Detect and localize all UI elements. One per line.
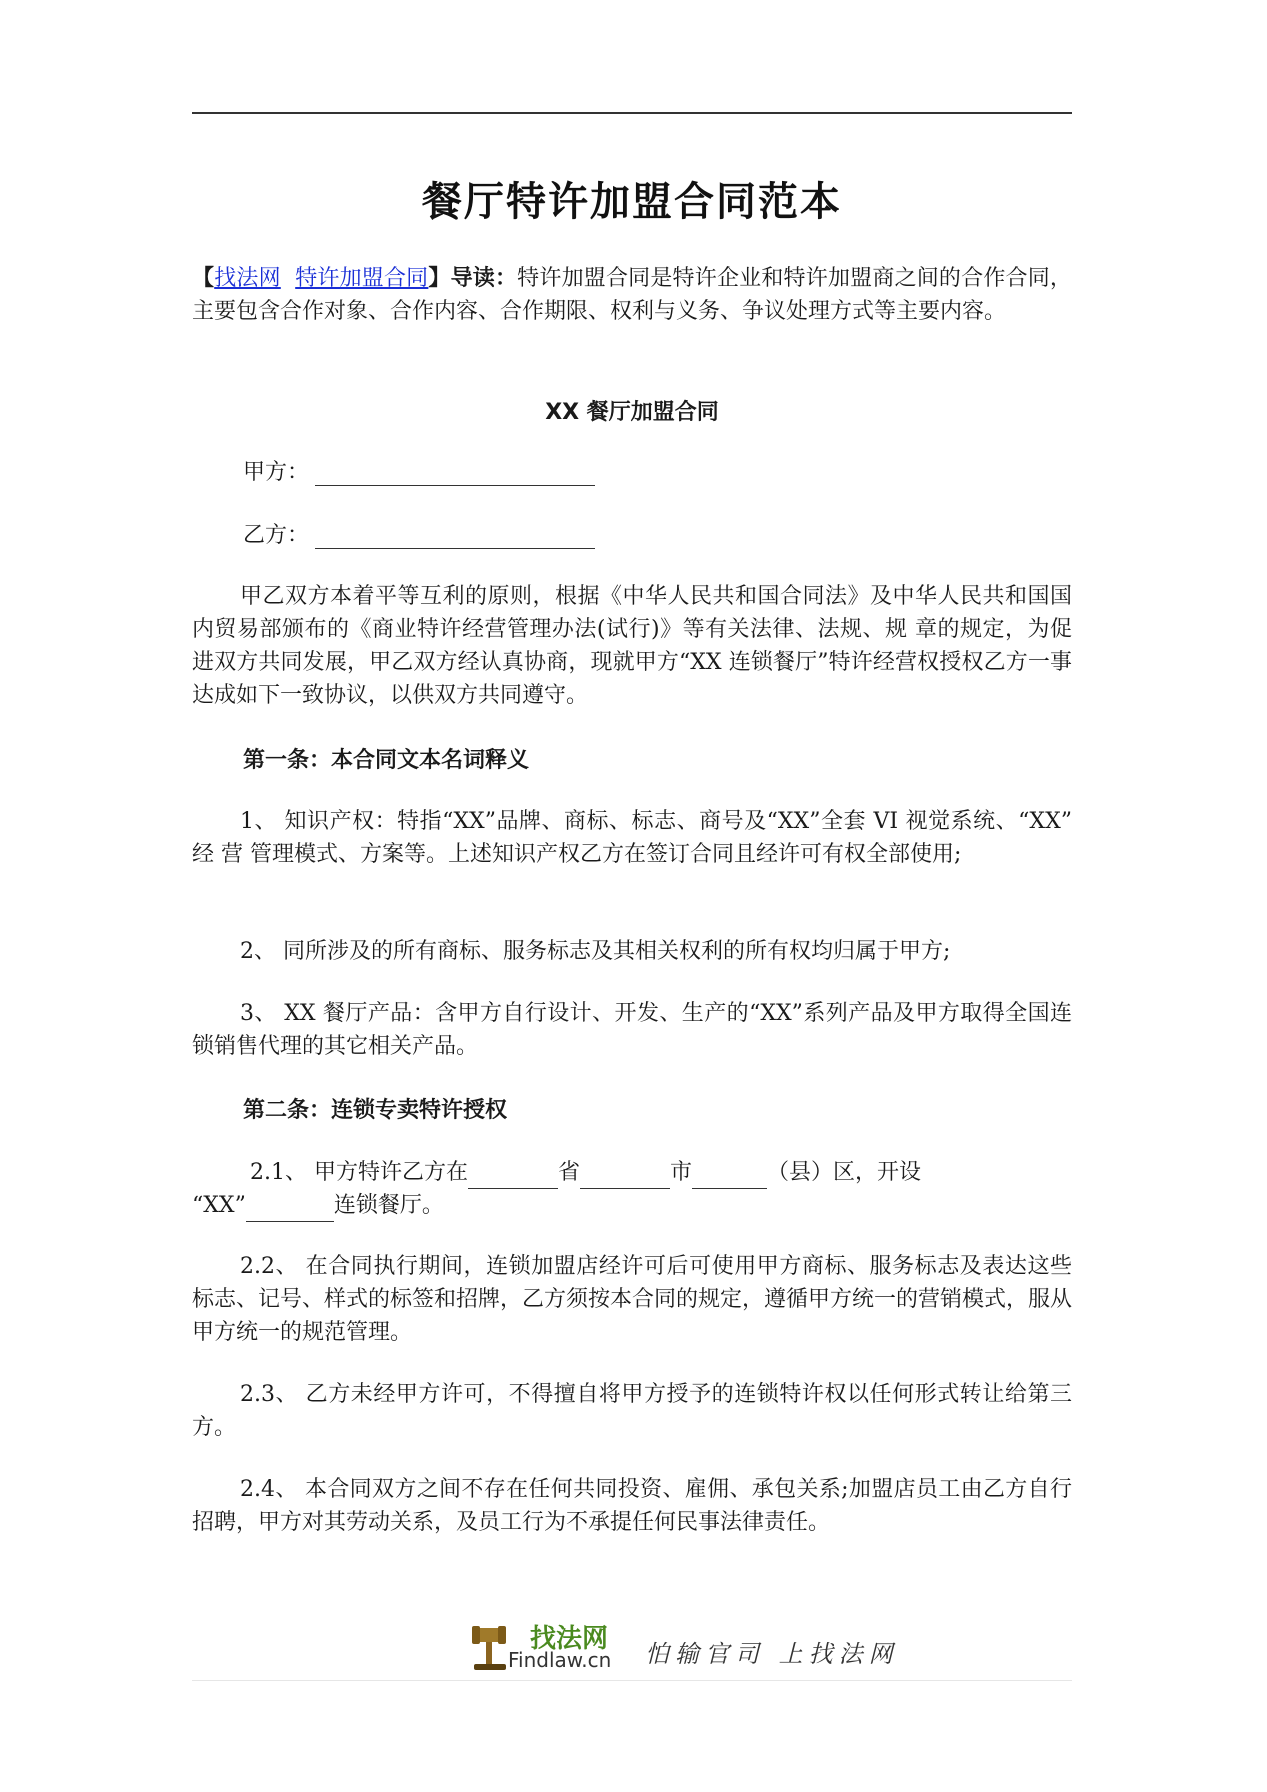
bracket-open: 【 xyxy=(192,266,215,291)
footer-branding xyxy=(470,1618,900,1678)
article2-item2: 2.2、 在合同执行期间，连锁加盟店经许可后可使用甲方商标、服务标志及表达这些标志、记号、样式的标签和招牌，乙方须按本合同的规定，遵循甲方统一的营销模式，服从甲方统一的规范管理。 xyxy=(192,1254,1073,1345)
city-label: 市 xyxy=(670,1160,693,1185)
preamble-paragraph: 甲乙双方本着平等互利的原则，根据《中华人民共和国合同法》及中华人民共和国国内贸易部颁布的《商业特许经营管理办法(试行)》等有关法律、法规、规 章的规定，为促进双方共同发展，甲乙双方经认真协商，现就甲方“XX 连锁餐厅”特许经营权授权乙方一事达成如下一致协议，以供双方共同遵守。 xyxy=(192,584,1072,708)
province-label: 省 xyxy=(557,1160,580,1185)
article2-item1-lead: 2.1、 甲方特许乙方在 xyxy=(250,1160,468,1185)
footer-rule xyxy=(192,1680,1072,1681)
party-a-label: 甲方： xyxy=(243,460,310,485)
article2-heading: 第二条：连锁专卖特许授权 xyxy=(243,1098,508,1123)
article1-item2: 2、 同所涉及的所有商标、服务标志及其相关权利的所有权均归属于甲方; xyxy=(240,939,951,964)
lead-label: 导读： xyxy=(450,266,518,291)
article1-heading: 第一条：本合同文本名词释义 xyxy=(243,748,530,773)
party-b-row xyxy=(243,518,595,549)
county-label: （县）区，开设 xyxy=(767,1160,922,1185)
party-b-blank[interactable] xyxy=(315,524,595,549)
party-a-blank[interactable] xyxy=(315,461,595,486)
party-a-row xyxy=(243,455,595,486)
store-name-blank[interactable] xyxy=(246,1197,334,1222)
intro-text: 特许加盟合同是特许企业和特许加盟商之间的合作合同，主要包含合作对象、合作内容、合作期限、权利与义务、争议处理方式等主要内容。 xyxy=(192,266,1072,324)
bracket-close: 】 xyxy=(428,266,451,291)
findlaw-logo-domain: Findlaw.cn xyxy=(508,1648,612,1672)
findlaw-logo-text: 找法网 xyxy=(530,1624,609,1654)
contract-subtitle: XX 餐厅加盟合同 xyxy=(545,400,719,425)
article2-item1 xyxy=(192,1156,1072,1222)
article2-item3: 2.3、 乙方未经甲方许可，不得擅自将甲方授予的连锁特许权以任何形式转让给第三方。 xyxy=(192,1382,1072,1440)
document-title: 餐厅特许加盟合同范本 xyxy=(422,179,842,225)
province-blank[interactable] xyxy=(468,1164,558,1189)
city-blank[interactable] xyxy=(580,1164,670,1189)
brand-label: “XX” xyxy=(192,1193,246,1218)
party-b-label: 乙方： xyxy=(243,523,310,548)
intro-paragraph xyxy=(192,262,1072,328)
header-rule xyxy=(192,112,1072,114)
findlaw-link[interactable]: 找法网 xyxy=(214,266,281,291)
article1-item1: 1、 知识产权：特指“XX”品牌、商标、标志、商号及“XX”全套 VI 视觉系统、“XX” 经 营 管理模式、方案等。上述知识产权乙方在签订合同且经许可有权全部使用; xyxy=(192,809,1072,867)
franchise-contract-link[interactable]: 特许加盟合同 xyxy=(295,266,429,291)
article2-item4: 2.4、 本合同双方之间不存在任何共同投资、雇佣、承包关系;加盟店员工由乙方自行招聘，甲方对其劳动关系，及员工行为不承提任何民事法律责任。 xyxy=(192,1477,1072,1535)
footer-slogan: 怕输官司 上找法网 xyxy=(645,1640,899,1668)
county-blank[interactable] xyxy=(692,1164,767,1189)
store-suffix: 连锁餐厅。 xyxy=(333,1193,444,1218)
article1-item3: 3、 XX 餐厅产品：含甲方自行设计、开发、生产的“XX”系列产品及甲方取得全国连锁销售代理的其它相关产品。 xyxy=(192,1001,1072,1059)
